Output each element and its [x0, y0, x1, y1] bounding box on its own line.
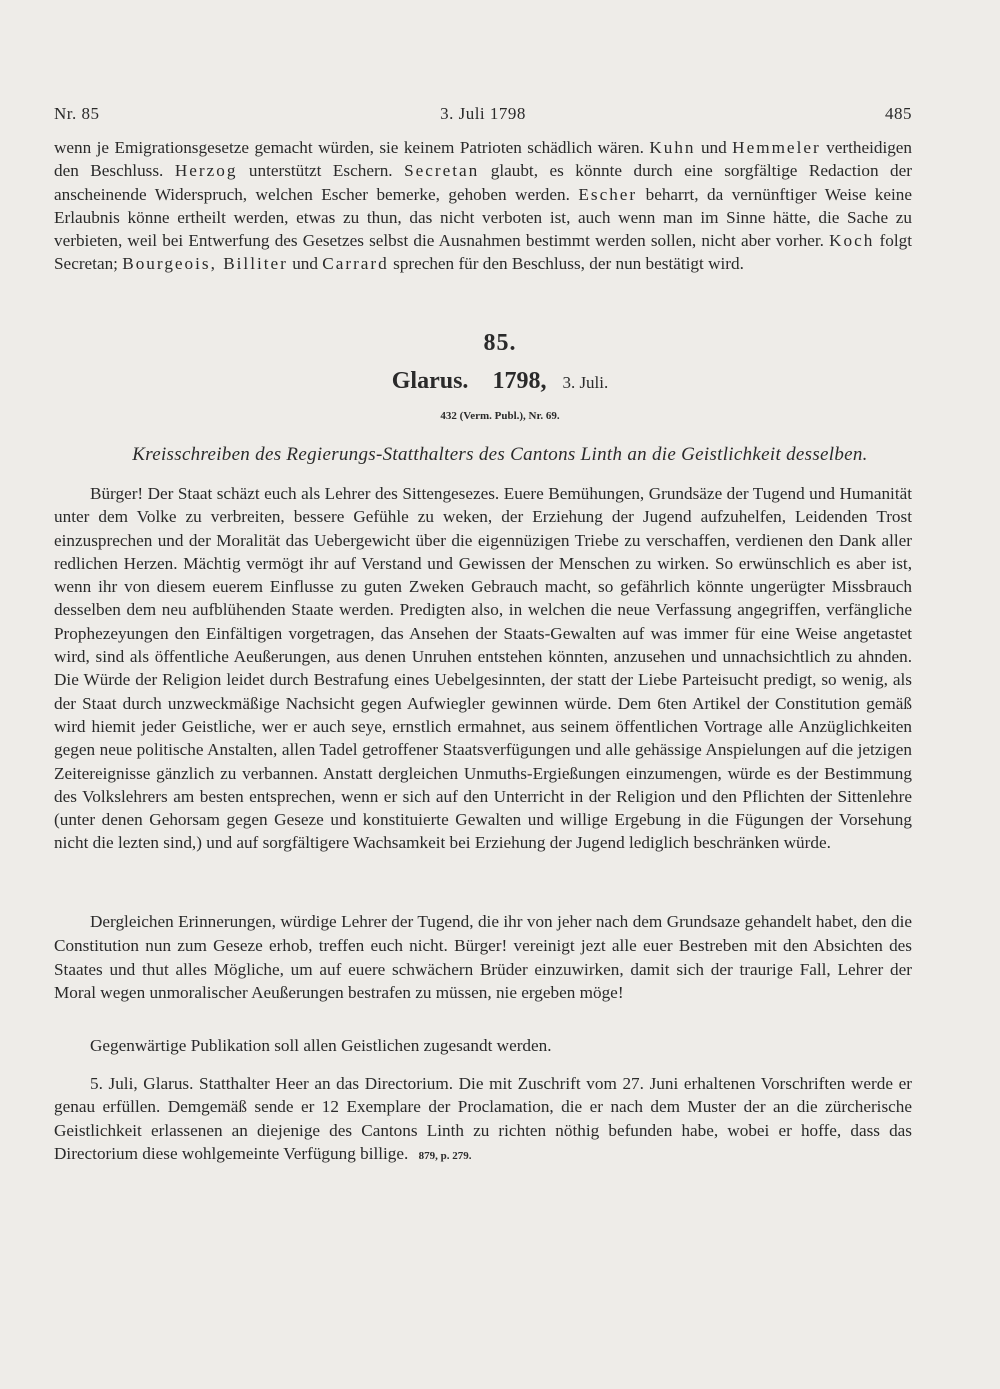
source-reference: 432 (Verm. Publ.), Nr. 69.: [440, 410, 560, 422]
intro-paragraph: [54, 136, 912, 276]
text-segment: vertheidigen den Beschluss.: [54, 138, 913, 181]
summary-text: 5. Juli, Glarus. Statthalter Heer an das Directorium. Die mit Zuschrift vom 27. Juni erhaltenen Vorschriften werde er genau erfüllen. Demgemäß sende er 12 Exemplare der Proclamation, die er nach dem Muster der an die zürcherische Geistlichkeit erlassenen an diejenige des Cantons Linth zu richten nöthig befunden habe, wobei er hoffe, dass das Directorium diese wohlgemeinte Verfügung billige.: [54, 1074, 912, 1163]
speaker-name: Bourgeois, Billiter: [122, 254, 288, 274]
body-paragraph-4: [54, 1072, 912, 1168]
speaker-name: Secretan: [404, 161, 480, 181]
document-number-header: Nr. 85: [54, 104, 100, 123]
archive-citation: 879, p. 279.: [418, 1149, 472, 1162]
text-segment: und: [700, 138, 727, 157]
speaker-name: Koch: [829, 231, 875, 251]
section-number: 85.: [483, 330, 517, 356]
body-paragraph-2: Dergleichen Erinnerungen, würdige Lehrer der Tugend, die ihr von jeher nach dem Grundsaze gehandelt habet, den die Constitution nun zum Geseze erhob, treffen euch nicht. Bürger! vereinigt jezt alle euer Bestreben mit den Absichten des Staates und thut alles Mögliche, um auf euere schwächern Brüder einzuwirken, damit sich der traurige Fall, Lehrer der Moral wegen unmoralischer Aeußerungen bestrafen zu müssen, nie ergeben möge!: [54, 912, 912, 1003]
body-paragraph-3: Gegenwärtige Publikation soll allen Geistlichen zugesandt werden.: [90, 1036, 552, 1055]
text-segment: sprechen für den Beschluss, der nun bestätigt wird.: [393, 254, 744, 274]
speaker-name: Carrard: [322, 254, 389, 274]
speaker-name: Hemmeler: [732, 138, 821, 157]
text-segment: glaubt, es könnte durch eine sorgfältige Redaction der anscheinende Widerspruch, welchen Escher bemerke, gehoben werden.: [54, 161, 913, 204]
speaker-name: Kuhn: [649, 138, 696, 157]
page-header: [54, 104, 912, 128]
page-number: 485: [885, 104, 912, 123]
document-title: Kreisschreiben des Regierungs-Statthalters des Cantons Linth an die Geistlichkeit desselben.: [132, 444, 868, 465]
heading-date: 3. Juli.: [562, 373, 609, 392]
place-name: Glarus.: [391, 368, 469, 394]
text-segment: folgt Secretan;: [54, 231, 912, 274]
text-segment: wenn je Emigrationsgesetze gemacht würden, sie keinem Patrioten schädlich wären.: [54, 138, 644, 157]
text-segment: beharrt, da vernünftiger Weise keine Erlaubnis könne ertheilt werden, etwas zu thun, das nicht verboten ist, auch wenn man im Sinne hätte, die Sache zu verbieten, weil bei Entwerfung des Gesetzes selbst die Ausnahmen bestimmt werden sollen, nicht aber vorher.: [54, 184, 913, 251]
section-heading: [0, 368, 1000, 395]
speaker-name: Escher: [578, 184, 638, 204]
year: 1798,: [492, 368, 547, 394]
date-header: 3. Juli 1798: [440, 104, 526, 123]
speaker-name: Herzog: [174, 161, 238, 181]
text-segment: und: [292, 254, 318, 274]
text-segment: unterstützt Eschern.: [248, 161, 393, 181]
body-paragraph-1: Bürger! Der Staat schäzt euch als Lehrer des Sittengesezes. Euere Bemühungen, Grundsäze der Tugend und Humanität unter dem Volke zu verbreiten, bessere Gefühle zu weken, der Erziehung der Jugend aufzuhelfen, Leidenden Trost einzusprechen und der Moralität das Uebergewicht über die eigennüzigen Triebe zu verschaffen, verdienen den Dank aller redlichen Herzen. Mächtig vermögt ihr auf Verstand und Gewissen der Menschen zu wirken. So erwünschlich es aber ist, wenn ihr von diesem euerem Einflusse zu guten Zweken Gebrauch macht, so gefährlich könnte ungerügter Missbrauch desselben dem neu aufblühenden Staate werden. Predigten also, in welchen die neue Verfassung angegriffen, verfängliche Prophezeyungen den Einfältigen vorgetragen, das Ansehen der Staats-Gewalten auf was immer für eine Weise angetastet wird, sind als öffentliche Aeußerungen, aus denen Unruhen entstehen könnten, anzusehen und unnachsichtlich zu ahnden. Die Würde der Religion leidet durch Bestrafung eines Uebelgesinnten, der statt der Liebe Parteisucht predigt, so wenig, als der Staat durch unzweckmäßige Nachsicht gegen Aufwiegler gewinnen würde. Dem 6ten Artikel der Constitution gemäß wird hiemit jeder Geistliche, wer er auch seye, ernstlich ermahnet, aus seinem öffentlichen Vortrage alle Anzüglichkeiten gegen neue politische Anstalten, allen Tadel getroffener Staatsverfügungen und alle gehässige Anspielungen auf die jetzigen Zeitereignisse gänzlich zu verbannen. Anstatt dergleichen Unmuths-Ergießungen einzumengen, würde es der Bestimmung des Volkslehrers am besten entsprechen, wenn er sich auf den Unterricht in der Religion und den Pflichten der Sittenlehre (unter denen Gehorsam gegen Geseze und konstituierte Gewalten und willige Ergebung in die Fügungen der Vorsehung nicht die lezten sind,) und auf sorgfältigere Wachsamkeit bei Erziehung der Jugend lediglich beschränken würde.: [54, 484, 912, 853]
